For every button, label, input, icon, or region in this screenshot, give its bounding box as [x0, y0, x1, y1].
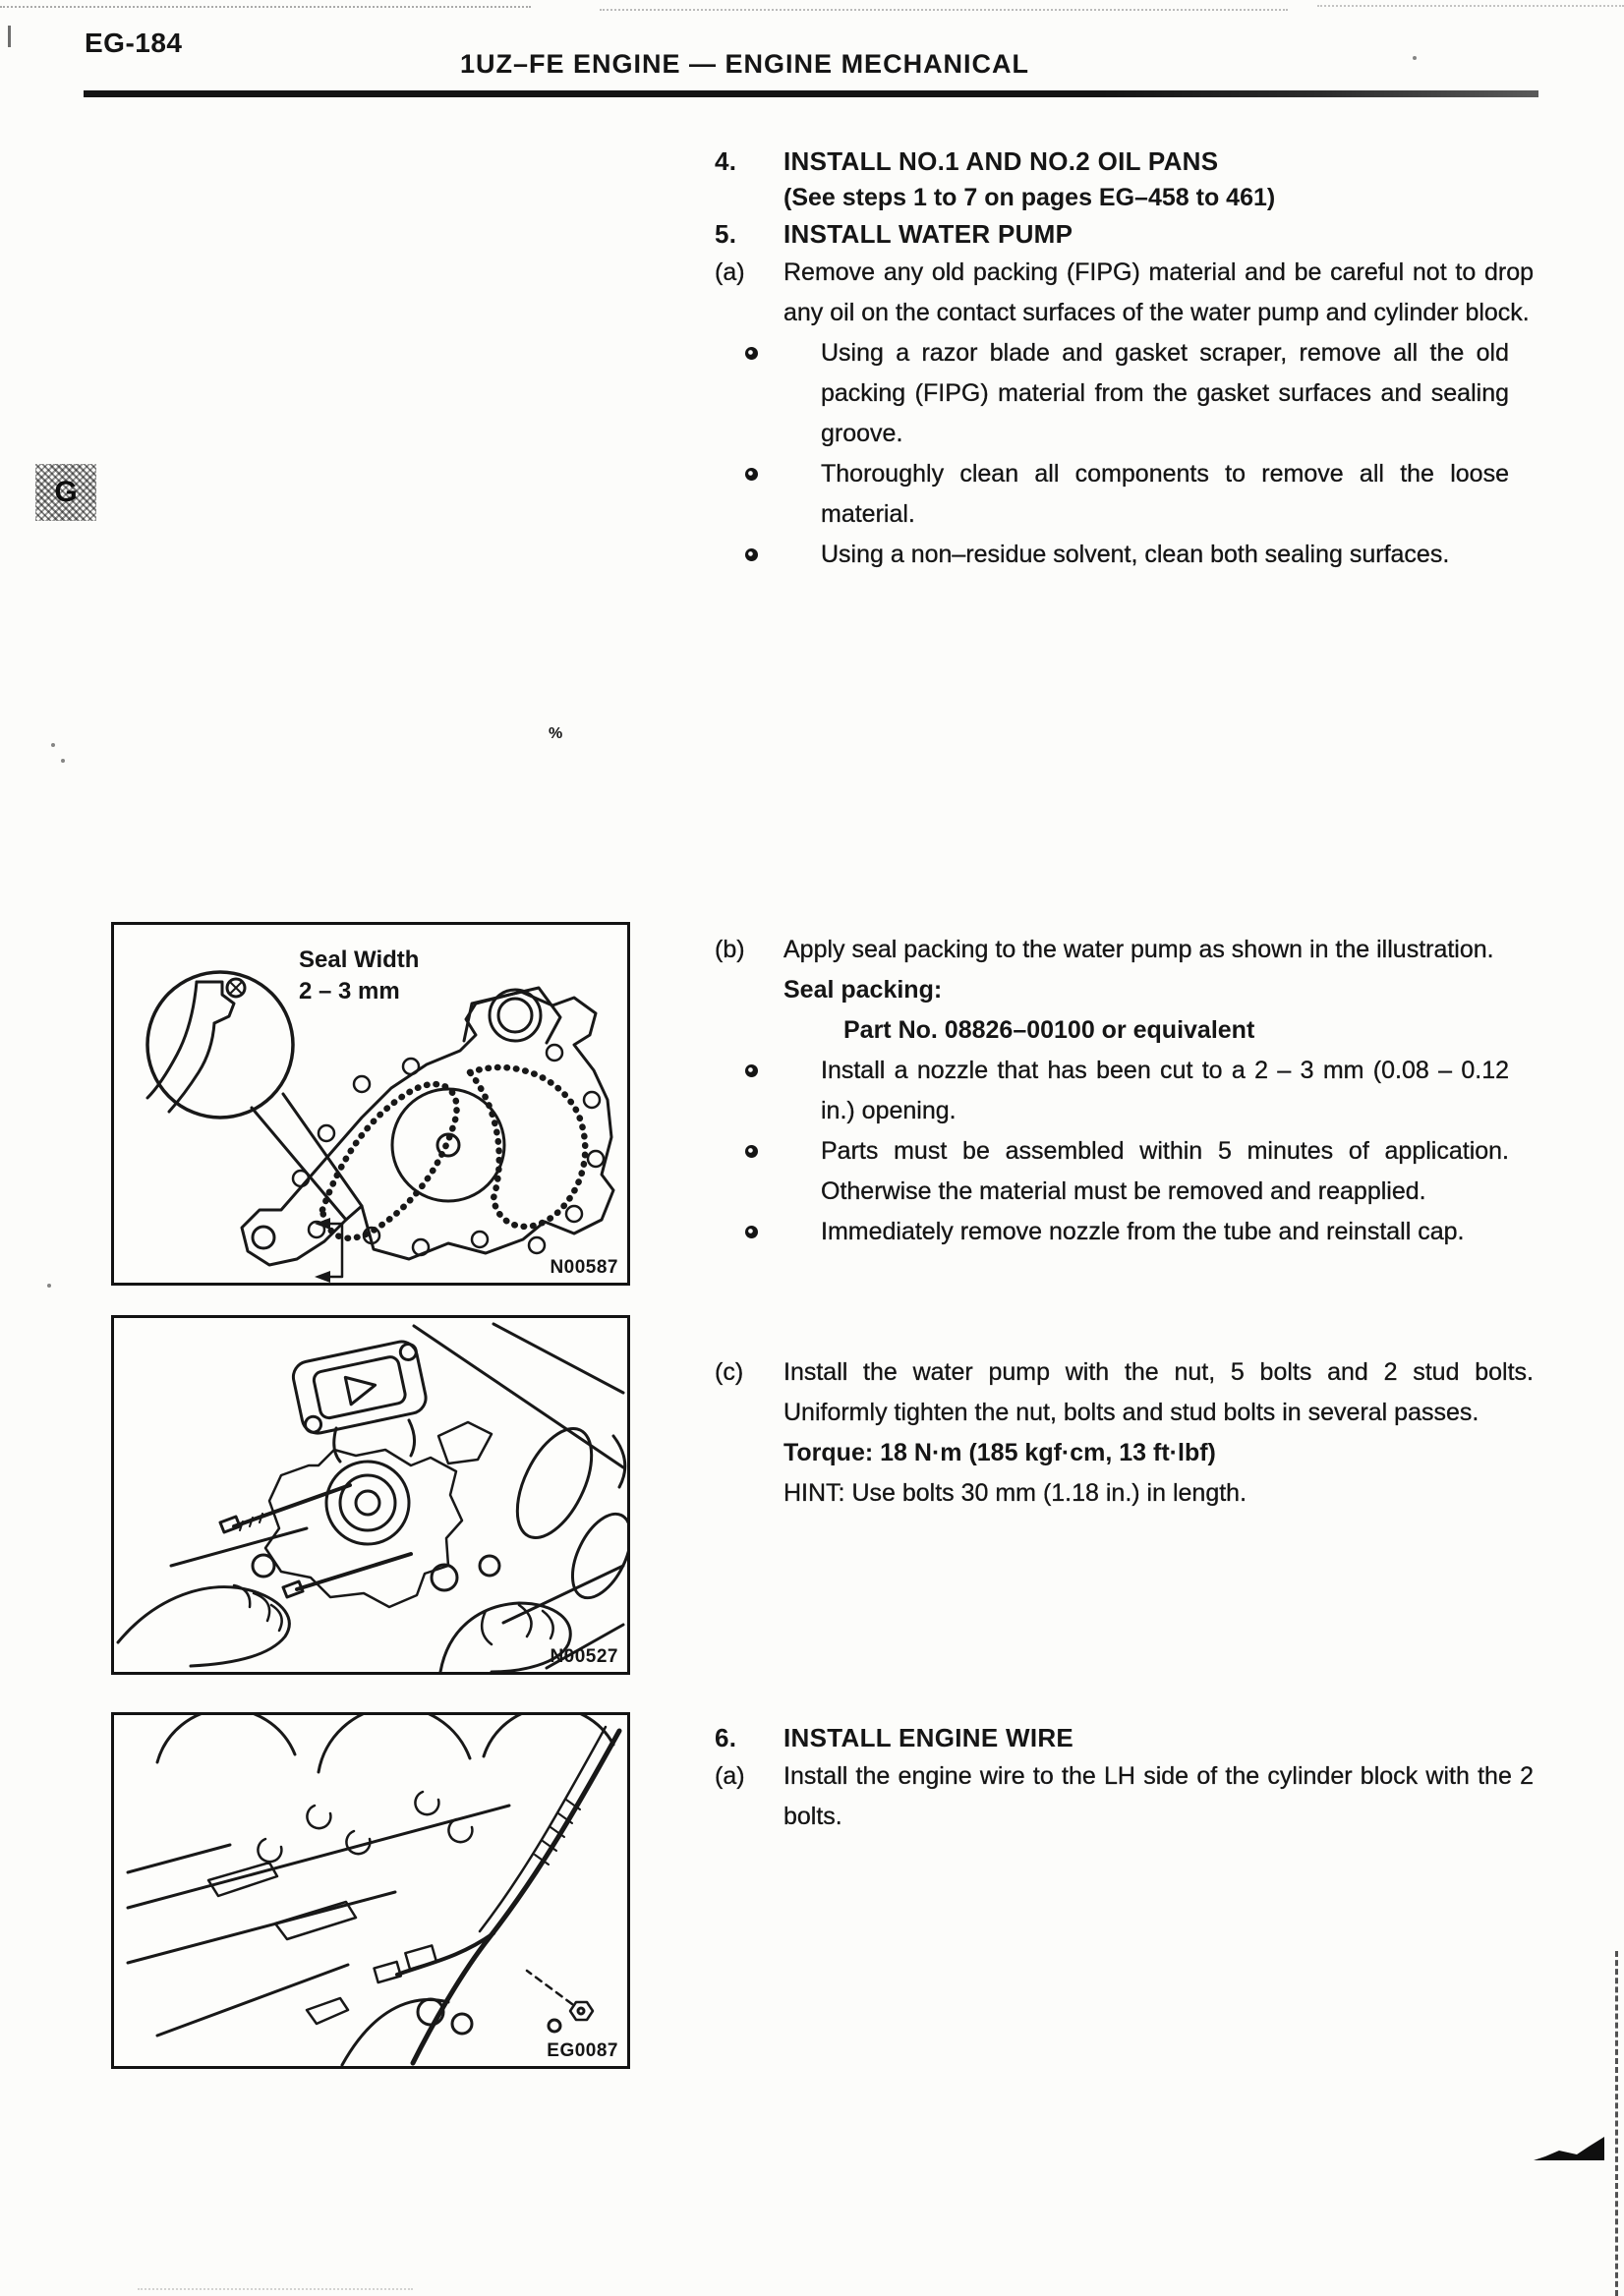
step-5-heading: [715, 216, 1534, 253]
figure-water-pump-seal: [111, 922, 630, 1286]
step-6a-item: [715, 1756, 1534, 1837]
figure-code: N00527: [550, 1646, 618, 1667]
bullet-item: Parts must be assembled within 5 minutes of application. Otherwise the material must be removed and reapplied.: [821, 1131, 1509, 1212]
engine-wire-drawing: [114, 1715, 627, 2066]
step-6a-label: (a): [715, 1762, 745, 1790]
section-step-5c: [715, 1352, 1534, 1514]
seal-packing-label: Seal packing:: [783, 976, 943, 1004]
seal-width-callout-line1: Seal Width: [299, 947, 420, 973]
scan-noise-line: [600, 9, 1288, 11]
water-pump-install-drawing: [114, 1318, 627, 1672]
step-5c-text: Install the water pump with the nut, 5 bolts and 2 stud bolts. Uniformly tighten the nut, bolts and stud bolts in several passes.: [783, 1358, 1534, 1426]
figure-engine-wire: [111, 1712, 630, 2069]
step-5-title: INSTALL WATER PUMP: [783, 219, 1073, 249]
step-5b-label: (b): [715, 936, 745, 963]
step-5a-bullet-list: [715, 333, 1534, 575]
step-6-number: 6.: [715, 1723, 737, 1752]
bullet-item: Thoroughly clean all components to remove all the loose material.: [821, 454, 1509, 535]
step-5b-text: Apply seal packing to the water pump as shown in the illustration.: [783, 936, 1494, 963]
step-4-number: 4.: [715, 146, 737, 176]
figure-water-pump-install: [111, 1315, 630, 1675]
section-steps-4-5a: [715, 144, 1534, 575]
seal-width-callout: [299, 945, 419, 1007]
step-5a-item: [715, 253, 1534, 333]
section-step-6: [715, 1720, 1534, 1837]
scan-noise-line: [0, 6, 531, 8]
step-6-title: INSTALL ENGINE WIRE: [783, 1723, 1074, 1752]
step-5b-bullet-list: [715, 1051, 1534, 1252]
scan-noise-dashes: [1615, 1951, 1618, 2296]
step-5a-text: Remove any old packing (FIPG) material and be careful not to drop any oil on the contact surfaces of the water pump and cylinder block.: [783, 258, 1534, 326]
bullet-item: Immediately remove nozzle from the tube and reinstall cap.: [821, 1212, 1509, 1252]
step-4-heading: [715, 144, 1534, 180]
step-5c-item: [715, 1352, 1534, 1433]
scan-noise-line: [1317, 5, 1624, 7]
step-5c-label: (c): [715, 1358, 744, 1386]
bullet-item: Using a non–residue solvent, clean both sealing surfaces.: [821, 535, 1509, 575]
scan-speck: [47, 1284, 51, 1288]
scan-smudge: [1534, 2133, 1604, 2164]
scan-speck: [51, 743, 55, 747]
hint-text: HINT: Use bolts 30 mm (1.18 in.) in length.: [783, 1479, 1247, 1507]
figure-code: EG0087: [547, 2040, 618, 2061]
bullet-item: Install a nozzle that has been cut to a 2 – 3 mm (0.08 – 0.12 in.) opening.: [821, 1051, 1509, 1131]
figure-code: N00587: [550, 1257, 618, 1278]
scan-speck: [1413, 56, 1417, 60]
scan-smudge-glyph: %: [549, 725, 563, 742]
scan-speck: [61, 759, 65, 763]
step-4-subtitle: (See steps 1 to 7 on pages EG–458 to 461): [783, 184, 1276, 211]
header-rule: [84, 90, 1538, 97]
step-4-title: INSTALL NO.1 AND NO.2 OIL PANS: [783, 146, 1219, 176]
step-5a-label: (a): [715, 258, 745, 286]
torque-spec: Torque: 18 N·m (185 kgf·cm, 13 ft·lbf): [783, 1439, 1216, 1466]
section-tab-letter: G: [54, 476, 78, 508]
seal-width-callout-line2: 2 – 3 mm: [299, 978, 400, 1004]
page-title: 1UZ–FE ENGINE — ENGINE MECHANICAL: [460, 49, 1030, 79]
seal-packing-part-number: Part No. 08826–00100 or equivalent: [843, 1016, 1255, 1044]
page-number: EG-184: [85, 28, 183, 58]
scan-noise-tick: [8, 26, 11, 47]
scan-noise-line: [138, 2288, 413, 2290]
section-tab: [35, 464, 96, 521]
step-6-heading: [715, 1720, 1534, 1756]
step-6a-text: Install the engine wire to the LH side of the cylinder block with the 2 bolts.: [783, 1762, 1534, 1830]
step-5-number: 5.: [715, 219, 737, 249]
bullet-item: Using a razor blade and gasket scraper, remove all the old packing (FIPG) material from the gasket surfaces and sealing groove.: [821, 333, 1509, 454]
section-step-5b: [715, 930, 1534, 1252]
step-5b-item: [715, 930, 1534, 970]
